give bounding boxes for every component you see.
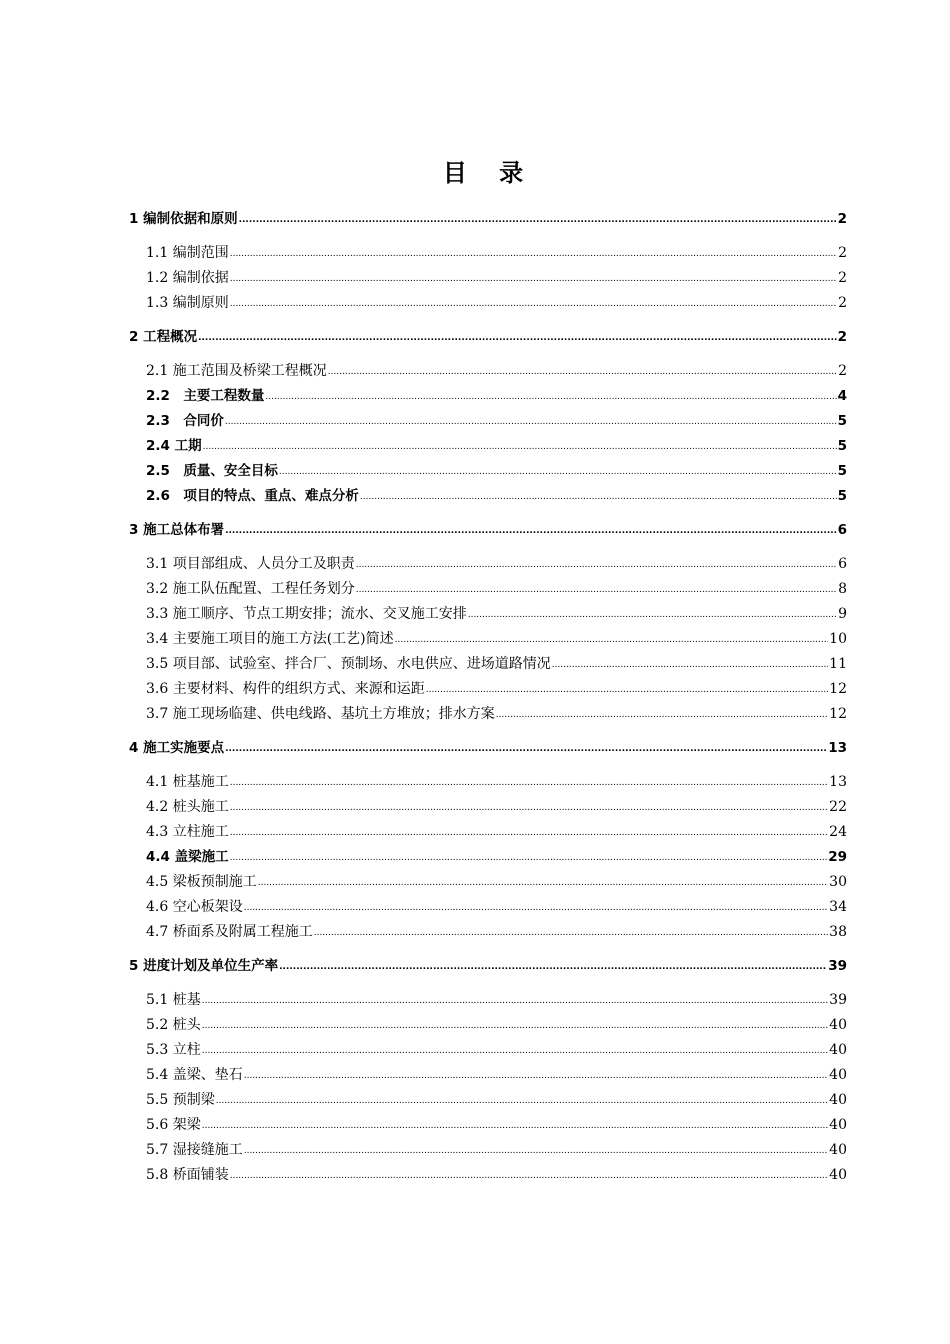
- toc-section-entry[interactable]: [146, 1140, 847, 1160]
- toc-dot-leader: [216, 1091, 828, 1111]
- toc-dot-leader: [314, 923, 828, 943]
- toc-dot-leader: [426, 680, 828, 700]
- toc-section-entry[interactable]: [146, 579, 847, 599]
- toc-section-entry[interactable]: [146, 436, 847, 456]
- toc-section-entry[interactable]: [146, 461, 847, 481]
- toc-section-entry[interactable]: [146, 1115, 847, 1135]
- toc-dot-leader: [265, 387, 836, 407]
- toc-page-number: 9: [838, 606, 847, 622]
- toc-entry-label: 3 施工总体布署: [129, 522, 225, 538]
- toc-section-entry[interactable]: [146, 772, 847, 792]
- toc-dot-leader: [230, 1166, 828, 1186]
- toc-page-number: 2: [838, 295, 847, 311]
- toc-dot-leader: [198, 328, 837, 348]
- toc-entry-label: 5.8 桥面铺装: [146, 1167, 229, 1183]
- toc-page-number: 40: [829, 1067, 847, 1083]
- toc-entry-label: 4.7 桥面系及附属工程施工: [146, 924, 313, 940]
- toc-dot-leader: [202, 1041, 828, 1061]
- toc-page-number: 4: [837, 388, 847, 404]
- toc-page-number: 30: [829, 874, 847, 890]
- toc-entry-label: 3.6 主要材料、构件的组织方式、来源和运距: [146, 681, 425, 697]
- toc-page-number: 6: [838, 556, 847, 572]
- toc-entry-label: 5.7 湿接缝施工: [146, 1142, 243, 1158]
- toc-dot-leader: [356, 580, 837, 600]
- toc-dot-leader: [225, 739, 827, 759]
- toc-section-entry[interactable]: [146, 604, 847, 624]
- toc-page-number: 39: [828, 958, 847, 974]
- toc-page-number: 40: [829, 1117, 847, 1133]
- toc-page-number: 11: [829, 656, 847, 672]
- toc-entry-label: 3.5 项目部、试验室、拌合厂、预制场、水电供应、进场道路情况: [146, 656, 551, 672]
- toc-section-entry[interactable]: [146, 629, 847, 649]
- toc-dot-leader: [279, 462, 837, 482]
- toc-dot-leader: [468, 605, 837, 625]
- toc-dot-leader: [360, 487, 837, 507]
- toc-section-entry[interactable]: [146, 922, 847, 942]
- toc-section-entry[interactable]: [146, 411, 847, 431]
- toc-section-entry[interactable]: [146, 1040, 847, 1060]
- toc-dot-leader: [328, 362, 837, 382]
- toc-dot-leader: [552, 655, 828, 675]
- toc-page-number: 40: [829, 1142, 847, 1158]
- toc-page-number: 12: [829, 681, 847, 697]
- toc-section-entry[interactable]: [146, 990, 847, 1010]
- toc-entry-label: 2.5 质量、安全目标: [146, 463, 278, 479]
- toc-entry-label: 4.3 立柱施工: [146, 824, 229, 840]
- toc-dot-leader: [225, 521, 837, 541]
- toc-page-number: 40: [829, 1017, 847, 1033]
- toc-section-entry[interactable]: [146, 1165, 847, 1185]
- toc-section-entry[interactable]: [146, 268, 847, 288]
- toc-section-entry[interactable]: [146, 847, 847, 867]
- toc-section-entry[interactable]: [146, 293, 847, 313]
- toc-entry-label: 1.2 编制依据: [146, 270, 229, 286]
- toc-section-entry[interactable]: [146, 822, 847, 842]
- toc-dot-leader: [230, 294, 837, 314]
- toc-section-entry[interactable]: [146, 1090, 847, 1110]
- toc-dot-leader: [279, 957, 827, 977]
- toc-dot-leader: [496, 705, 828, 725]
- toc-entry-label: 5.6 架梁: [146, 1117, 201, 1133]
- toc-page-number: 5: [837, 488, 847, 504]
- toc-entry-label: 3.4 主要施工项目的施工方法(工艺)简述: [146, 631, 394, 647]
- toc-entry-label: 3.2 施工队伍配置、工程任务划分: [146, 581, 355, 597]
- toc-entry-label: 5.5 预制梁: [146, 1092, 215, 1108]
- toc-entry-label: 2.1 施工范围及桥梁工程概况: [146, 363, 327, 379]
- toc-section-entry[interactable]: [146, 554, 847, 574]
- toc-dot-leader: [202, 1016, 828, 1036]
- toc-dot-leader: [203, 437, 837, 457]
- toc-entry-label: 1.3 编制原则: [146, 295, 229, 311]
- toc-chapter-entry[interactable]: [129, 327, 847, 347]
- toc-page-number: 39: [829, 992, 847, 1008]
- toc-page-number: 10: [829, 631, 847, 647]
- toc-dot-leader: [244, 1141, 828, 1161]
- toc-dot-leader: [202, 991, 828, 1011]
- toc-entry-label: 4.4 盖梁施工: [146, 849, 229, 865]
- toc-entry-label: 5 进度计划及单位生产率: [129, 958, 279, 974]
- toc-page-number: 5: [837, 463, 847, 479]
- toc-page-number: 5: [837, 413, 847, 429]
- toc-dot-leader: [230, 244, 837, 264]
- toc-page-number: 22: [829, 799, 847, 815]
- toc-entry-label: 3.3 施工顺序、节点工期安排；流水、交叉施工安排: [146, 606, 467, 622]
- toc-section-entry[interactable]: [146, 679, 847, 699]
- toc-entry-label: 2 工程概况: [129, 329, 198, 345]
- toc-entry-label: 3.1 项目部组成、人员分工及职责: [146, 556, 355, 572]
- toc-chapter-entry[interactable]: [129, 209, 847, 229]
- toc-section-entry[interactable]: [146, 1015, 847, 1035]
- toc-section-entry[interactable]: [146, 704, 847, 724]
- toc-page-number: 24: [829, 824, 847, 840]
- toc-section-entry[interactable]: [146, 243, 847, 263]
- toc-dot-leader: [230, 848, 828, 868]
- toc-chapter-entry[interactable]: [129, 520, 847, 540]
- toc-section-entry[interactable]: [146, 386, 847, 406]
- toc-dot-leader: [239, 210, 837, 230]
- toc-dot-leader: [230, 773, 828, 793]
- toc-entry-label: 4.6 空心板架设: [146, 899, 243, 915]
- toc-page-number: 5: [837, 438, 847, 454]
- toc-page-number: 6: [837, 522, 847, 538]
- toc-dot-leader: [356, 555, 837, 575]
- toc-dot-leader: [202, 1116, 828, 1136]
- toc-entry-label: 5.2 桩头: [146, 1017, 201, 1033]
- toc-entry-label: 4 施工实施要点: [129, 740, 225, 756]
- toc-page-number: 29: [828, 849, 847, 865]
- toc-page-number: 8: [838, 581, 847, 597]
- toc-page-number: 40: [829, 1167, 847, 1183]
- toc-entry-label: 1 编制依据和原则: [129, 211, 238, 227]
- toc-section-entry[interactable]: [146, 797, 847, 817]
- toc-entry-label: 5.3 立柱: [146, 1042, 201, 1058]
- toc-page-number: 2: [837, 329, 847, 345]
- toc-dot-leader: [230, 798, 828, 818]
- toc-section-entry[interactable]: [146, 872, 847, 892]
- toc-section-entry[interactable]: [146, 1065, 847, 1085]
- toc-page-number: 13: [828, 740, 847, 756]
- toc-page-number: 2: [838, 363, 847, 379]
- toc-entry-label: 5.4 盖梁、垫石: [146, 1067, 243, 1083]
- toc-page-number: 12: [829, 706, 847, 722]
- toc-page-number: 2: [838, 245, 847, 261]
- toc-entry-label: 2.2 主要工程数量: [146, 388, 265, 404]
- toc-chapter-entry[interactable]: [129, 956, 847, 976]
- toc-page-number: 40: [829, 1042, 847, 1058]
- toc-dot-leader: [258, 873, 828, 893]
- toc-entry-label: 5.1 桩基: [146, 992, 201, 1008]
- toc-page-number: 38: [829, 924, 847, 940]
- toc-entry-label: 1.1 编制范围: [146, 245, 229, 261]
- toc-entry-label: 2.3 合同价: [146, 413, 224, 429]
- toc-entry-label: 2.6 项目的特点、重点、难点分析: [146, 488, 359, 504]
- toc-dot-leader: [395, 630, 829, 650]
- toc-page-number: 2: [837, 211, 847, 227]
- toc-dot-leader: [244, 1066, 828, 1086]
- toc-page-number: 2: [838, 270, 847, 286]
- toc-entry-label: 4.5 梁板预制施工: [146, 874, 257, 890]
- toc-section-entry[interactable]: [146, 654, 847, 674]
- toc-entry-label: 4.2 桩头施工: [146, 799, 229, 815]
- toc-page-number: 40: [829, 1092, 847, 1108]
- toc-dot-leader: [230, 269, 837, 289]
- toc-dot-leader: [230, 823, 828, 843]
- toc-dot-leader: [225, 412, 837, 432]
- toc-section-entry[interactable]: [146, 897, 847, 917]
- toc-chapter-entry[interactable]: [129, 738, 847, 758]
- toc-entry-label: 4.1 桩基施工: [146, 774, 229, 790]
- toc-dot-leader: [244, 898, 828, 918]
- toc-page-number: 13: [829, 774, 847, 790]
- toc-entry-label: 2.4 工期: [146, 438, 202, 454]
- toc-entry-label: 3.7 施工现场临建、供电线路、基坑土方堆放；排水方案: [146, 706, 495, 722]
- toc-section-entry[interactable]: [146, 361, 847, 381]
- page-title: 目 录: [442, 159, 536, 187]
- toc-page-number: 34: [829, 899, 847, 915]
- toc-section-entry[interactable]: [146, 486, 847, 506]
